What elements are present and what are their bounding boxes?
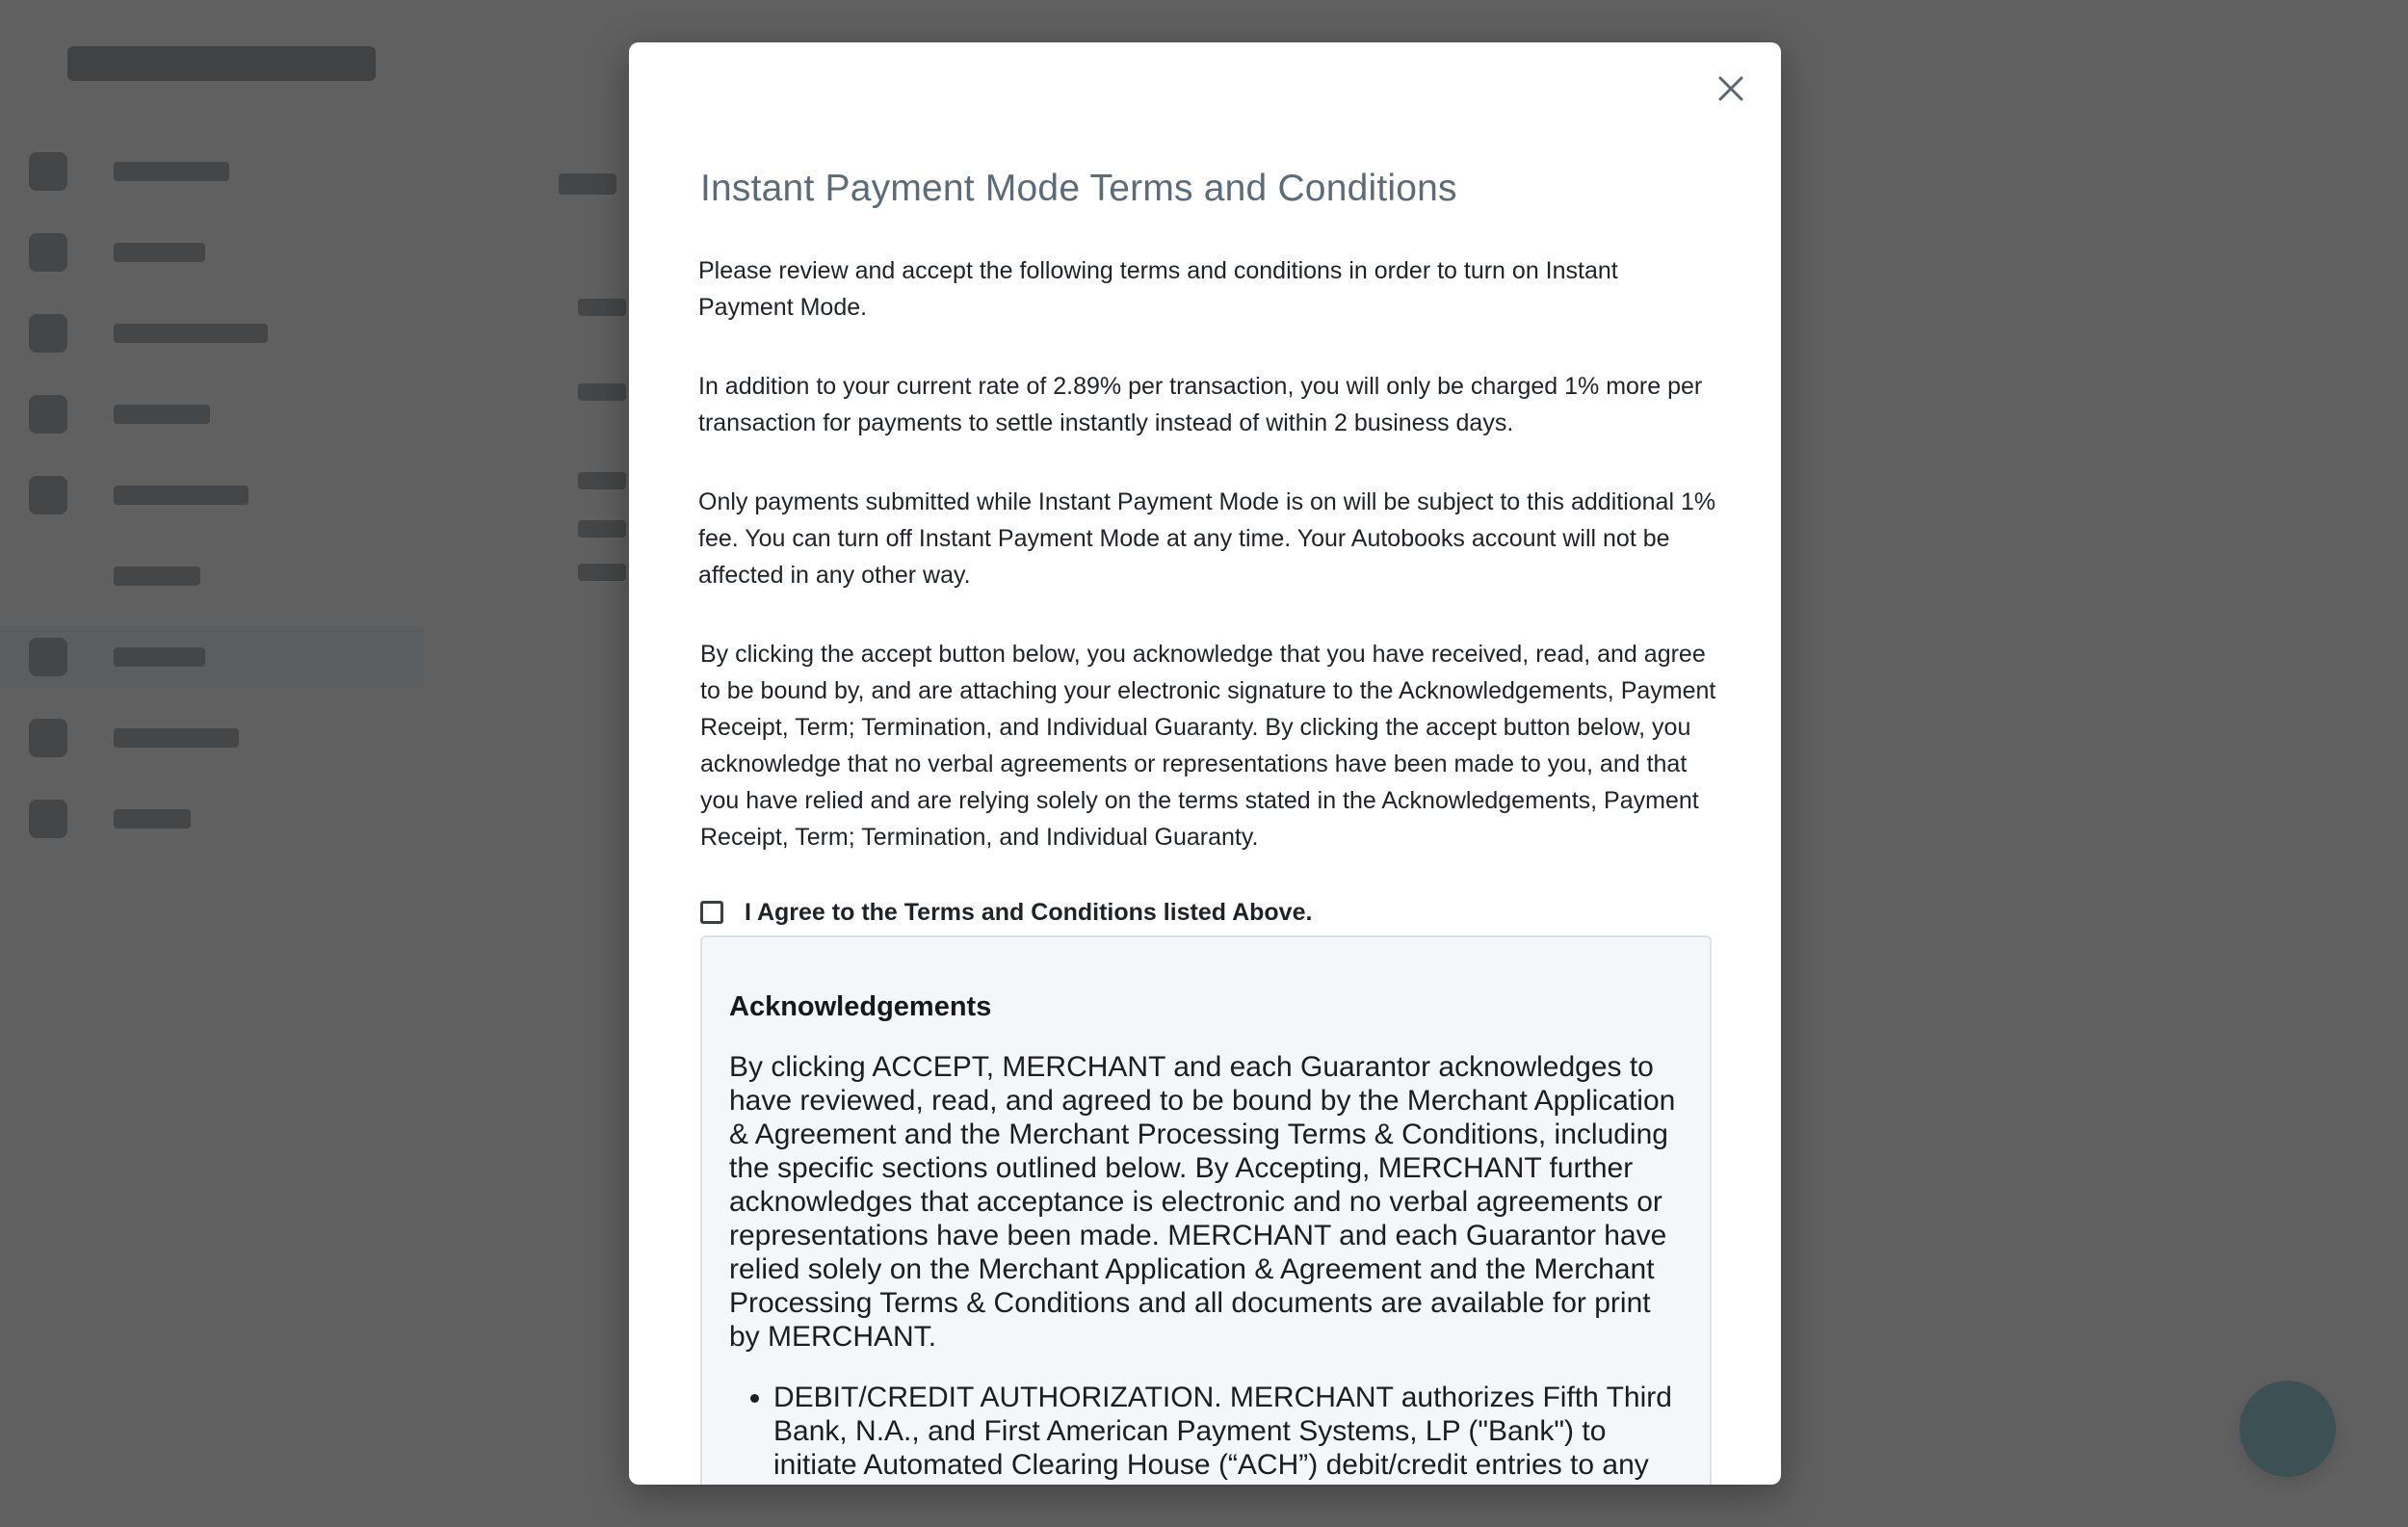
terms-paragraph: Please review and accept the following terms and conditions in order to turn on Instant Payment Mode. xyxy=(698,257,1618,321)
modal-title: Instant Payment Mode Terms and Conditions xyxy=(700,168,1457,209)
agree-checkbox-row[interactable] xyxy=(700,894,1719,931)
acknowledgements-body: By clicking ACCEPT, MERCHANT and each Guarantor acknowledges to have reviewed, read, and agreed to be bound by the Merchant Application & Agreement and the Merchant Processing Terms & Conditions, including the specific sections outlined below. By Accepting, MERCHANT further acknowledges that acceptance is electronic and no verbal agreements or representations have been made. MERCHANT and each Guarantor have relied solely on the Merchant Application & Agreement and the Merchant Processing Terms & Conditions and all documents are available for print by MERCHANT. xyxy=(729,1051,1676,1353)
list-item: • DEBIT/CREDIT AUTHORIZATION. MERCHANT authorizes Fifth Third Bank, N.A., and First American Payment Systems, LP ("Bank") to initiate Automated Clearing House (“ACH”) debit/credit entries to any xyxy=(773,1381,1683,1482)
terms-paragraph: Only payments submitted while Instant Payment Mode is on will be subject to this additional 1% fee. You can turn off Instant Payment Mode at any time. Your Autobooks account will not be affected in any other way. xyxy=(698,488,1716,589)
terms-paragraph: By clicking the accept button below, you acknowledge that you have received, read, and agree to be bound by, and are attaching your electronic signature to the Acknowledgements, Payment Receipt, Term; Termination, and Individual Guaranty. By clicking the accept button below, you acknowledge that no verbal agreements or representations have been made to you, and that you have relied and are relying solely on the terms stated in the Acknowledgements, Payment Receipt, Term; Termination, and Individual Guaranty. xyxy=(700,641,1716,851)
terms-content xyxy=(698,252,1719,931)
acknowledgements-box[interactable] xyxy=(700,935,1712,1485)
close-icon xyxy=(1717,75,1744,102)
acknowledgements-title: Acknowledgements xyxy=(729,991,992,1022)
terms-paragraph: In addition to your current rate of 2.89% per transaction, you will only be charged 1% more per transaction for payments to settle instantly instead of within 2 business days. xyxy=(698,373,1703,436)
close-button[interactable] xyxy=(1710,67,1752,110)
acknowledgements-list xyxy=(729,1381,1683,1482)
agree-checkbox[interactable] xyxy=(700,901,723,924)
agree-checkbox-label: I Agree to the Terms and Conditions listed Above. xyxy=(745,899,1313,926)
terms-modal xyxy=(629,42,1781,1485)
